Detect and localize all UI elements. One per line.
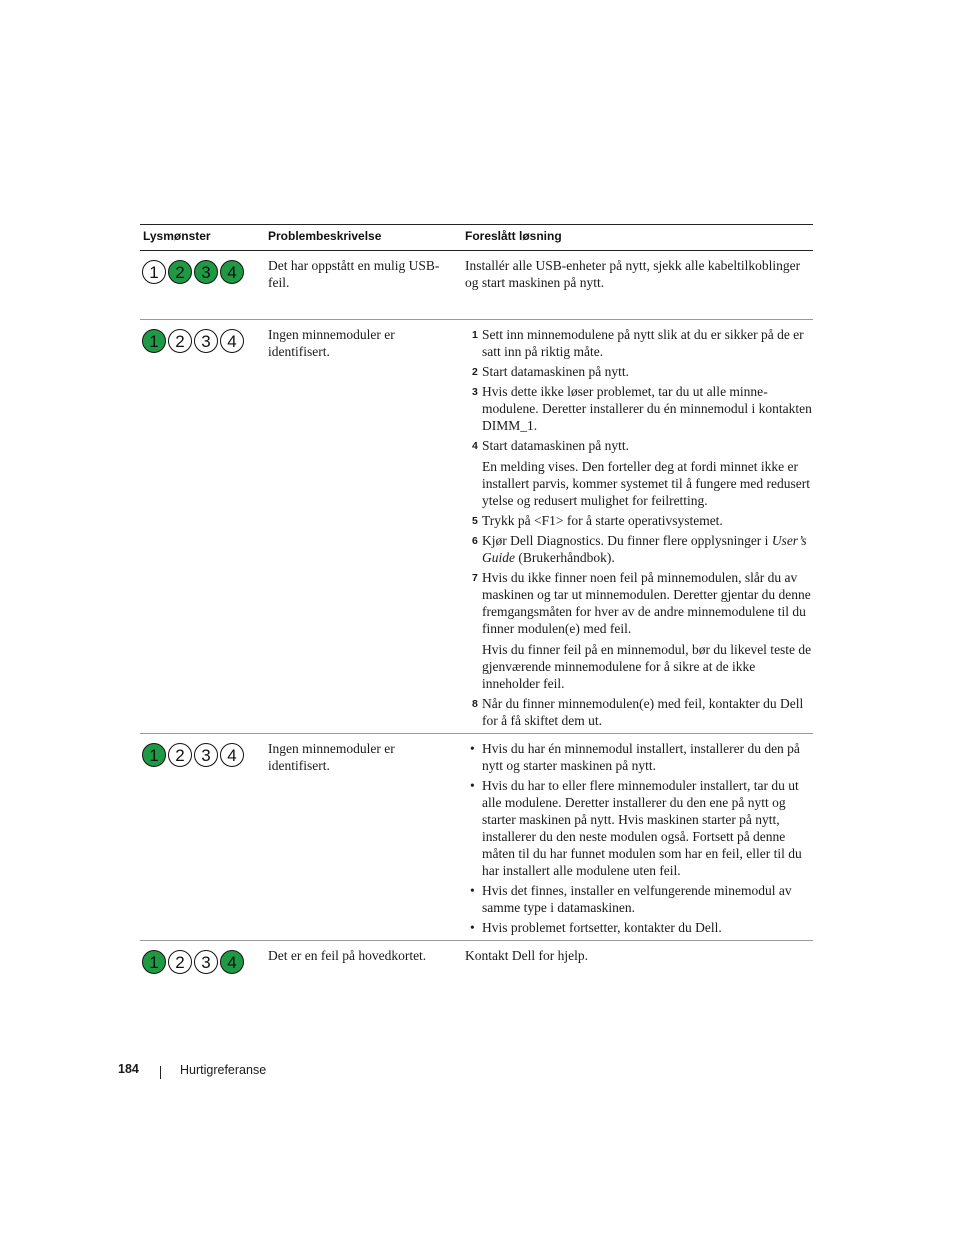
step-number: 2 bbox=[472, 366, 478, 378]
step-text: Trykk på <F1> for å starte operativsystemet. bbox=[482, 513, 723, 528]
solution-steps bbox=[465, 326, 815, 729]
step-item bbox=[465, 532, 815, 566]
diagnostic-light-3: 3 bbox=[194, 260, 218, 284]
diagnostic-light-1: 1 bbox=[142, 743, 166, 767]
diagnostic-light-3: 3 bbox=[194, 743, 218, 767]
bullet-text: Hvis det finnes, installer en velfungerende minemodul av samme type i datamaskinen. bbox=[482, 883, 792, 915]
diagnostic-light-1: 1 bbox=[142, 260, 166, 284]
diagnostic-lights-table bbox=[140, 224, 813, 991]
header-problem: Problembeskrivelse bbox=[268, 229, 382, 243]
diagnostic-light-3: 3 bbox=[194, 329, 218, 353]
solution-bullets bbox=[465, 740, 815, 936]
step-text: Start datamaskinen på nytt. bbox=[482, 438, 629, 453]
step-item bbox=[465, 569, 815, 692]
header-solution: Foreslått løsning bbox=[465, 229, 562, 243]
diagnostic-light-4: 4 bbox=[220, 950, 244, 974]
table-row bbox=[140, 941, 813, 991]
page-number: 184 bbox=[118, 1062, 139, 1076]
step-text: Hvis du ikke finner noen feil på minnemodulen, slår du av maskinen og tar ut minnemodulen. Deretter gjentar du denne fremgangsmåten for hver av de andre minnemodulene til du finner modulen(e) med feil. bbox=[482, 570, 811, 636]
diagnostic-light-2: 2 bbox=[168, 260, 192, 284]
step-item bbox=[465, 383, 815, 434]
diagnostic-light-3: 3 bbox=[194, 950, 218, 974]
step-text: Start datamaskinen på nytt. bbox=[482, 364, 629, 379]
step-number: 7 bbox=[472, 572, 478, 584]
suggested-solution bbox=[465, 326, 815, 732]
step-item bbox=[465, 363, 815, 380]
diagnostic-light-1: 1 bbox=[142, 329, 166, 353]
diagnostic-light-2: 2 bbox=[168, 329, 192, 353]
light-pattern bbox=[142, 329, 244, 353]
step-number: 5 bbox=[472, 515, 478, 527]
step-text-suffix: (Brukerhåndbok). bbox=[515, 550, 615, 565]
light-pattern bbox=[142, 260, 244, 284]
table-row bbox=[140, 734, 813, 941]
table-row bbox=[140, 320, 813, 734]
step-item bbox=[465, 437, 815, 509]
footer-divider bbox=[160, 1066, 161, 1079]
list-item bbox=[465, 882, 815, 916]
diagnostic-light-4: 4 bbox=[220, 743, 244, 767]
light-pattern bbox=[142, 950, 244, 974]
header-pattern: Lysmønster bbox=[143, 229, 211, 243]
step-note: Hvis du finner feil på en minnemodul, bør du likevel teste de gjenværende minnemodulene for å sikre at de ikke inneholder feil. bbox=[482, 642, 812, 691]
step-number: 6 bbox=[472, 535, 478, 547]
bullet-icon: • bbox=[470, 920, 475, 935]
diagnostic-light-4: 4 bbox=[220, 260, 244, 284]
section-title: Hurtigreferanse bbox=[180, 1063, 267, 1077]
step-number: 8 bbox=[472, 698, 478, 710]
step-number: 3 bbox=[472, 386, 478, 398]
step-text: Når du finner minnemodulen(e) med feil, kontakter du Dell for å få skiftet dem ut. bbox=[482, 696, 804, 728]
bullet-text: Hvis du har to eller flere minnemoduler installert, tar du ut alle modulene. Deretter installerer du den ene på nytt og starter maskinen på nytt. Hvis maskinen starter på nytt, installerer du den neste modulen også. Fortsett på denne måten til du har funnet modulen som har en feil, eller til du har installert alle modulene uten feil. bbox=[482, 778, 802, 878]
suggested-solution: Kontakt Dell for hjelp. bbox=[465, 948, 588, 963]
step-number: 4 bbox=[472, 440, 478, 452]
list-item bbox=[465, 777, 815, 879]
step-item bbox=[465, 695, 815, 729]
step-number: 1 bbox=[472, 329, 478, 341]
list-item bbox=[465, 919, 815, 936]
diagnostic-light-4: 4 bbox=[220, 329, 244, 353]
table-row bbox=[140, 251, 813, 320]
problem-description: Det har oppstått en mulig USB-feil. bbox=[268, 258, 440, 290]
diagnostic-light-2: 2 bbox=[168, 950, 192, 974]
bullet-text: Hvis du har én minnemodul installert, installerer du den på nytt og starter maskinen på nytt. bbox=[482, 741, 800, 773]
bullet-icon: • bbox=[470, 741, 475, 756]
light-pattern bbox=[142, 743, 244, 767]
step-text: Sett inn minnemodulene på nytt slik at du er sikker på de er satt inn på riktig måte. bbox=[482, 327, 804, 359]
step-note: En melding vises. Den forteller deg at fordi minnet ikke er installert parvis, kommer systemet til å fungere med redusert ytelse og redusert mulighet for feilretting. bbox=[482, 459, 811, 508]
bullet-icon: • bbox=[470, 778, 475, 793]
bullet-icon: • bbox=[470, 883, 475, 898]
step-text: Kjør Dell Diagnostics. Du finner flere opplysninger i bbox=[482, 533, 772, 548]
problem-description: Ingen minnemoduler er identifisert. bbox=[268, 741, 395, 773]
step-item bbox=[465, 512, 815, 529]
suggested-solution: Installér alle USB-enheter på nytt, sjekk alle kabeltilkoblinger og start maskinen på nytt. bbox=[465, 258, 801, 290]
user-guide-title: User’s Guide bbox=[482, 533, 807, 565]
diagnostic-light-2: 2 bbox=[168, 743, 192, 767]
table-header bbox=[140, 225, 813, 251]
diagnostic-light-1: 1 bbox=[142, 950, 166, 974]
problem-description: Ingen minnemoduler er identifisert. bbox=[268, 327, 395, 359]
problem-description: Det er en feil på hovedkortet. bbox=[268, 948, 427, 963]
bullet-text: Hvis problemet fortsetter, kontakter du Dell. bbox=[482, 920, 722, 935]
list-item bbox=[465, 740, 815, 774]
step-text: Hvis dette ikke løser problemet, tar du ut alle minnemodulene. Deretter installerer du én minnemodul i kontakten DIMM_1. bbox=[482, 384, 812, 433]
suggested-solution bbox=[465, 740, 815, 939]
step-item bbox=[465, 326, 815, 360]
